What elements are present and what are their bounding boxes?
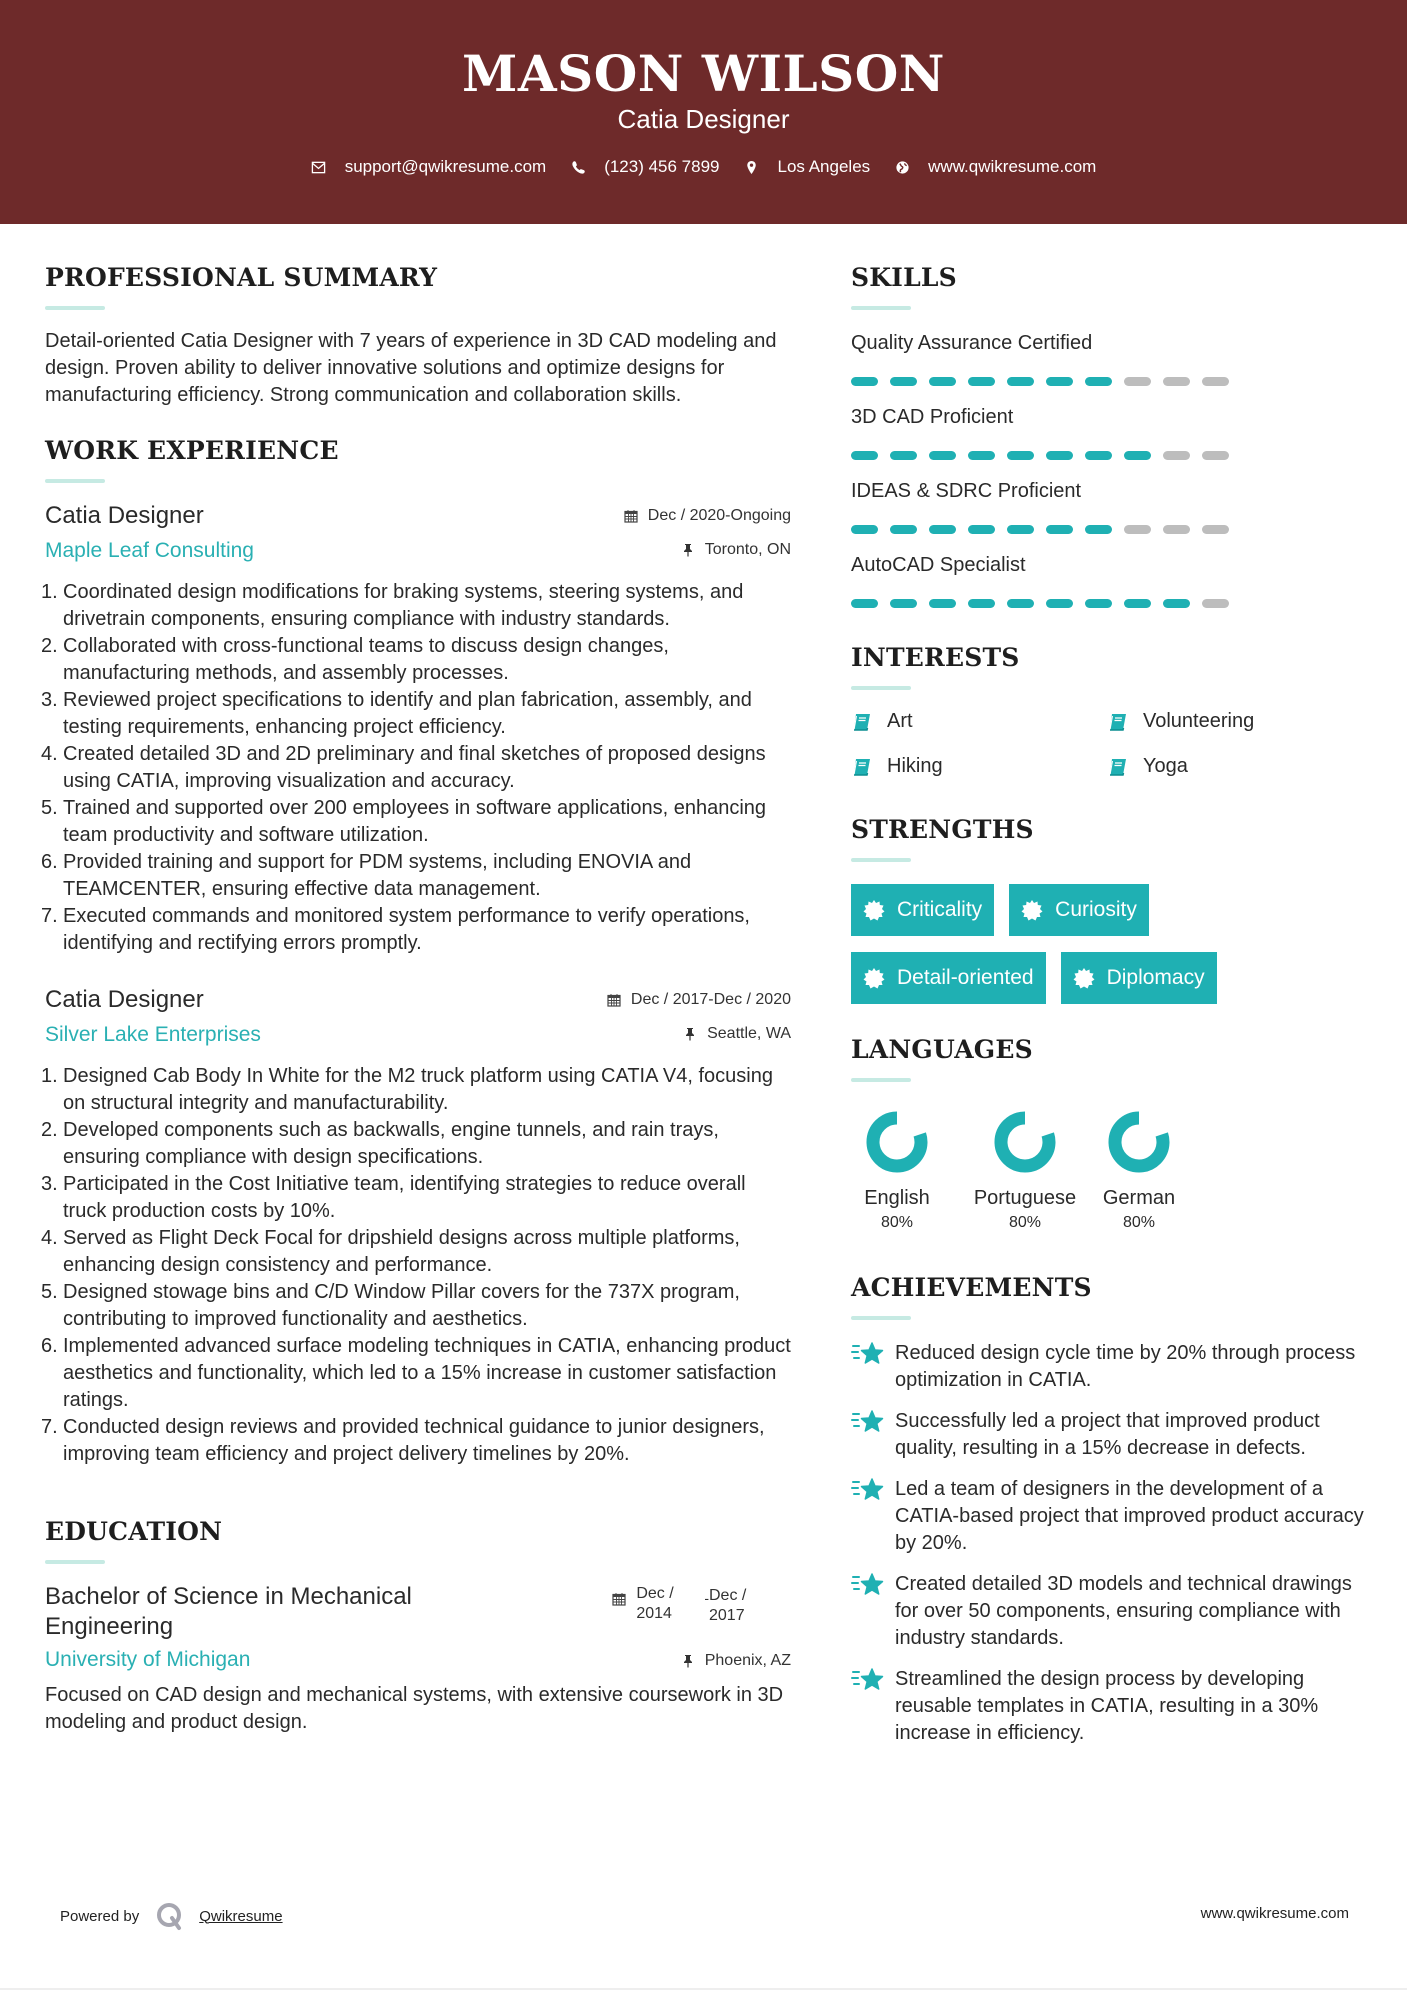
- skill-level-segment: [1163, 377, 1190, 386]
- globe-icon: [894, 159, 910, 175]
- right-column: [851, 262, 1371, 1761]
- skill-level-segment: [890, 599, 917, 608]
- skill-level-segment: [1085, 377, 1112, 386]
- job-entry: [41, 985, 791, 1468]
- education-start-date: Dec / 2014: [636, 1585, 674, 1622]
- language-percent: 80%: [1008, 1214, 1042, 1231]
- skill-level-segment: [1202, 377, 1229, 386]
- achievement-item: [851, 1408, 1371, 1462]
- language-percent: 80%: [1122, 1214, 1156, 1231]
- contact-website[interactable]: [894, 157, 1096, 177]
- book-icon: [851, 711, 873, 733]
- skill-level-segment: [1202, 599, 1229, 608]
- language-item: [961, 1108, 1089, 1234]
- list-item: 3. Reviewed project specifications to identify and plan fabrication, assembly, and testing requirements, enhancing project efficiency.: [41, 689, 752, 738]
- pushpin-icon: [683, 1027, 697, 1041]
- section-title: PROFESSIONAL SUMMARY: [45, 263, 438, 292]
- skill-level-segment: [890, 525, 917, 534]
- skill-level-segment: [1202, 451, 1229, 460]
- phone-icon: [570, 159, 586, 175]
- list-item: 4. Created detailed 3D and 2D preliminary and final sketches of proposed designs using CATIA, improving visualization and accuracy.: [41, 743, 766, 792]
- book-icon: [1107, 711, 1129, 733]
- achievement-text: Successfully led a project that improved product quality, resulting in a 15% decrease in defects.: [895, 1410, 1320, 1459]
- section-underline: [45, 479, 105, 483]
- contact-bar: [0, 157, 1407, 177]
- skill-name: 3D CAD Proficient: [851, 406, 1014, 428]
- section-underline: [851, 306, 911, 310]
- skill-level-segment: [968, 599, 995, 608]
- list-item: 6. Implemented advanced surface modeling techniques in CATIA, enhancing product aesthetics and functionality, which led to a 15% increase in customer satisfaction ratings.: [41, 1335, 791, 1411]
- skill-level-segment: [929, 377, 956, 386]
- shooting-star-icon: [851, 1666, 885, 1694]
- language-name: German: [1102, 1187, 1176, 1209]
- language-progress-ring: [863, 1108, 931, 1176]
- achievement-text: Led a team of designers in the development of a CATIA-based project that improved product accuracy by 20%.: [895, 1478, 1364, 1554]
- skill-level-segment: [1124, 451, 1151, 460]
- degree-title: Bachelor of Science in Mechanical Engineering: [45, 1583, 412, 1640]
- list-item: 5. Trained and supported over 200 employees in software applications, enhancing team productivity and software utilization.: [41, 797, 767, 846]
- skill-item: [851, 478, 1371, 534]
- powered-by-label: Powered by: [60, 1907, 140, 1925]
- job-bullets: [41, 579, 791, 957]
- professional-summary-section: [45, 262, 791, 409]
- strength-badge: [1061, 952, 1217, 1004]
- section-title: WORK EXPERIENCE: [45, 436, 339, 465]
- achievement-item: [851, 1666, 1371, 1747]
- skill-level-segment: [929, 599, 956, 608]
- skill-level-bar: [851, 599, 1371, 608]
- qwikresume-logo-icon: [155, 1901, 185, 1931]
- school-name: University of Michigan: [45, 1648, 251, 1671]
- shooting-star-icon: [851, 1340, 885, 1368]
- job-entry: [41, 501, 791, 957]
- contact-phone[interactable]: [570, 157, 719, 177]
- skill-level-segment: [851, 451, 878, 460]
- calendar-icon: [612, 1592, 626, 1606]
- summary-text: Detail-oriented Catia Designer with 7 years of experience in 3D CAD modeling and design. Proven ability to deliver innovative solutions and optimize designs for manufacturing efficiency. Strong communication and collaboration skills.: [45, 330, 777, 406]
- job-location: Toronto, ON: [704, 541, 791, 558]
- job-company: Silver Lake Enterprises: [45, 1023, 261, 1046]
- skill-level-segment: [1124, 377, 1151, 386]
- interest-item: [851, 708, 1107, 735]
- achievement-text: Streamlined the design process by developing reusable templates in CATIA, resulting in a 30% increase in efficiency.: [895, 1668, 1319, 1744]
- left-column: [41, 262, 791, 1736]
- skill-level-segment: [1124, 525, 1151, 534]
- skill-item: [851, 330, 1371, 386]
- strengths-section: [851, 814, 1371, 1004]
- skill-level-segment: [929, 451, 956, 460]
- skill-level-segment: [1007, 525, 1034, 534]
- strength-label: Detail-oriented: [897, 966, 1034, 989]
- education-section: [45, 1516, 791, 1736]
- candidate-name: MASON WILSON: [462, 44, 945, 103]
- section-underline: [851, 1078, 911, 1082]
- skill-level-segment: [1163, 525, 1190, 534]
- strength-badge: [1009, 884, 1149, 936]
- interest-label: Art: [887, 710, 913, 732]
- shooting-star-icon: [851, 1476, 885, 1504]
- section-title: LANGUAGES: [851, 1035, 1033, 1064]
- email-text: support@qwikresume.com: [344, 157, 547, 176]
- badge-icon: [863, 967, 885, 989]
- skill-level-segment: [1163, 451, 1190, 460]
- badge-icon: [1021, 899, 1043, 921]
- job-location: Seattle, WA: [707, 1025, 791, 1042]
- skill-level-bar: [851, 525, 1371, 534]
- skill-item: [851, 552, 1371, 608]
- skill-level-segment: [1163, 599, 1190, 608]
- skill-level-segment: [1202, 525, 1229, 534]
- skill-name: IDEAS & SDRC Proficient: [851, 480, 1082, 502]
- section-underline: [45, 306, 105, 310]
- list-item: 6. Provided training and support for PDM systems, including ENOVIA and TEAMCENTER, ensuring effective data management.: [41, 851, 692, 900]
- section-title: SKILLS: [851, 263, 957, 292]
- skill-item: [851, 404, 1371, 460]
- candidate-role: Catia Designer: [617, 104, 790, 134]
- badge-icon: [1073, 967, 1095, 989]
- work-experience-section: [41, 435, 791, 1468]
- skill-level-bar: [851, 451, 1371, 460]
- list-item: 5. Designed stowage bins and C/D Window Pillar covers for the 737X program, contributing to improved functionality and aesthetics.: [41, 1281, 740, 1330]
- book-icon: [851, 756, 873, 778]
- badge-icon: [863, 899, 885, 921]
- skill-level-segment: [1085, 599, 1112, 608]
- skill-level-bar: [851, 377, 1371, 386]
- list-item: 1. Designed Cab Body In White for the M2 truck platform using CATIA V4, focusing on structural integrity and manufacturability.: [41, 1065, 773, 1114]
- footer-powered-by: [60, 1901, 283, 1931]
- language-name: Portuguese: [973, 1187, 1077, 1209]
- achievement-text: Created detailed 3D models and technical drawings for over 50 components, ensuring compliance with industry standards.: [895, 1573, 1352, 1649]
- phone-text: (123) 456 7899: [604, 157, 720, 176]
- strength-badge: [851, 952, 1046, 1004]
- pushpin-icon: [681, 543, 695, 557]
- skill-level-segment: [890, 451, 917, 460]
- list-item: 2. Developed components such as backwalls, engine tunnels, and rain trays, ensuring compliance with design specifications.: [41, 1119, 719, 1168]
- job-dates: Dec / 2020-Ongoing: [647, 507, 791, 524]
- pushpin-icon: [681, 1654, 695, 1668]
- calendar-icon: [607, 993, 621, 1007]
- interest-item: [1107, 708, 1347, 735]
- list-item: 2. Collaborated with cross-functional teams to discuss design changes, manufacturing methods, and assembly processes.: [41, 635, 669, 684]
- achievements-section: [851, 1272, 1371, 1747]
- skill-level-segment: [1007, 451, 1034, 460]
- location-text: Los Angeles: [777, 157, 871, 176]
- shooting-star-icon: [851, 1408, 885, 1436]
- skill-level-segment: [1007, 599, 1034, 608]
- language-progress-ring: [991, 1108, 1059, 1176]
- website-text: www.qwikresume.com: [928, 157, 1097, 176]
- achievement-item: [851, 1476, 1371, 1557]
- qwikresume-link[interactable]: Qwikresume: [199, 1907, 283, 1925]
- contact-location: [744, 157, 871, 177]
- skill-level-segment: [929, 525, 956, 534]
- skill-name: AutoCAD Specialist: [851, 554, 1026, 576]
- date-separator: -: [704, 1590, 709, 1606]
- skill-level-segment: [968, 451, 995, 460]
- languages-section: [851, 1034, 1371, 1234]
- section-underline: [851, 858, 911, 862]
- resume-header: [0, 0, 1407, 224]
- interest-label: Volunteering: [1143, 710, 1255, 732]
- skills-section: [851, 262, 1371, 608]
- shooting-star-icon: [851, 1571, 885, 1599]
- language-name: English: [864, 1187, 930, 1209]
- job-bullets: [41, 1063, 791, 1468]
- job-dates: Dec / 2017-Dec / 2020: [630, 991, 791, 1008]
- skill-level-segment: [1046, 451, 1073, 460]
- skill-level-segment: [890, 377, 917, 386]
- achievement-text: Reduced design cycle time by 20% through process optimization in CATIA.: [895, 1342, 1356, 1391]
- skill-level-segment: [1046, 377, 1073, 386]
- language-progress-ring: [1105, 1108, 1173, 1176]
- skill-level-segment: [851, 525, 878, 534]
- interest-label: Hiking: [887, 755, 943, 777]
- footer-website[interactable]: www.qwikresume.com: [1200, 1905, 1349, 1922]
- envelope-icon: [311, 159, 327, 175]
- job-title: Catia Designer: [45, 502, 204, 529]
- strength-label: Criticality: [897, 898, 983, 921]
- book-icon: [1107, 756, 1129, 778]
- interest-label: Yoga: [1143, 755, 1188, 777]
- language-percent: 80%: [880, 1214, 914, 1231]
- skill-level-segment: [1007, 377, 1034, 386]
- list-item: 7. Executed commands and monitored system performance to verify operations, identifying and rectifying errors promptly.: [41, 905, 750, 954]
- achievement-item: [851, 1340, 1371, 1394]
- interest-item: [1107, 753, 1347, 780]
- job-company: Maple Leaf Consulting: [45, 539, 254, 562]
- education-description: Focused on CAD design and mechanical systems, with extensive coursework in 3D modeling and product design.: [45, 1684, 784, 1733]
- strength-label: Diplomacy: [1106, 966, 1205, 989]
- list-item: 4. Served as Flight Deck Focal for dripshield designs across multiple platforms, enhancing design consistency and performance.: [41, 1227, 740, 1276]
- skill-level-segment: [1085, 525, 1112, 534]
- strength-label: Curiosity: [1055, 898, 1137, 921]
- education-end-date: Dec / 2017: [709, 1587, 747, 1624]
- section-title: ACHIEVEMENTS: [851, 1273, 1092, 1302]
- list-item: 3. Participated in the Cost Initiative team, identifying strategies to reduce overall truck production costs by 10%.: [41, 1173, 746, 1222]
- section-underline: [45, 1560, 105, 1564]
- interest-item: [851, 753, 1107, 780]
- job-title: Catia Designer: [45, 986, 204, 1013]
- achievement-item: [851, 1571, 1371, 1652]
- section-title: INTERESTS: [851, 643, 1020, 672]
- section-title: EDUCATION: [45, 1517, 223, 1546]
- language-item: [833, 1108, 961, 1234]
- contact-email[interactable]: [311, 157, 547, 177]
- skill-level-segment: [1124, 599, 1151, 608]
- skill-level-segment: [1085, 451, 1112, 460]
- section-underline: [851, 1316, 911, 1320]
- skill-level-segment: [968, 377, 995, 386]
- skill-level-segment: [851, 377, 878, 386]
- section-underline: [851, 686, 911, 690]
- strength-badge: [851, 884, 994, 936]
- interests-section: [851, 642, 1371, 780]
- list-item: 1. Coordinated design modifications for braking systems, steering systems, and drivetrain components, ensuring compliance with industry standards.: [41, 581, 744, 630]
- education-location: Phoenix, AZ: [704, 1652, 791, 1669]
- section-title: STRENGTHS: [851, 815, 1034, 844]
- skill-name: Quality Assurance Certified: [851, 332, 1093, 354]
- skill-level-segment: [851, 599, 878, 608]
- skill-level-segment: [968, 525, 995, 534]
- list-item: 7. Conducted design reviews and provided technical guidance to junior designers, improving team efficiency and project delivery timelines by 20%.: [41, 1416, 765, 1465]
- language-item: [1089, 1108, 1189, 1234]
- skill-level-segment: [1046, 525, 1073, 534]
- map-pin-icon: [744, 159, 760, 175]
- calendar-icon: [624, 509, 638, 523]
- skill-level-segment: [1046, 599, 1073, 608]
